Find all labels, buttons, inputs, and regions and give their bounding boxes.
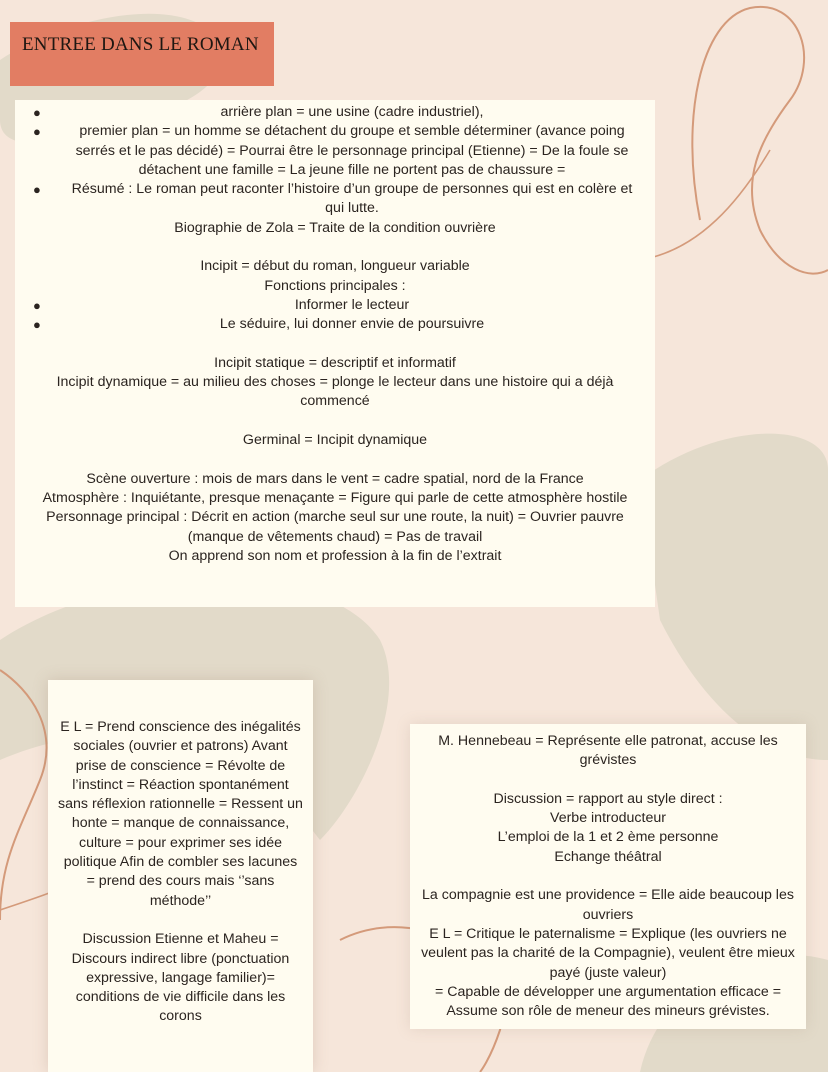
notes-card-main xyxy=(15,100,655,607)
curve-mid-right xyxy=(640,150,770,260)
compagnie-line: La compagnie est une providence = Elle aide beaucoup les ouvriers xyxy=(422,887,794,923)
section-title-box xyxy=(10,22,274,86)
echange-line: Echange théâtral xyxy=(554,848,662,865)
bullet-item: ● arrière plan = une usine (cadre industriel), xyxy=(33,103,637,122)
bullet-item: ● Le séduire, lui donner envie de poursuivre xyxy=(33,315,637,334)
incipit-definition: Incipit = début du roman, longueur variable xyxy=(200,258,470,275)
incipit-statique: Incipit statique = descriptif et informatif xyxy=(214,354,456,371)
discussion-etienne-text: Discussion Etienne et Maheu = Discours indirect libre (ponctuation expressive, langage familier)= conditions de vie difficile dans les corons xyxy=(71,931,290,1025)
critique-line: E L = Critique le paternalisme = Explique (les ouvriers ne veulent pas la charité de la Compagnie), veulent être mieux payé (juste valeur) xyxy=(421,925,795,981)
bio-line: Biographie de Zola = Traite de la condition ouvrière xyxy=(174,219,496,236)
bullet-icon: ● xyxy=(33,105,41,120)
blob-right xyxy=(640,434,828,760)
verbe-line: Verbe introducteur xyxy=(550,810,666,827)
curve-top-right xyxy=(692,7,828,274)
bullet-item: ● Informer le lecteur xyxy=(33,296,637,315)
discussion-line: Discussion = rapport au style direct : xyxy=(493,790,723,807)
bullet-icon: ● xyxy=(33,182,41,198)
bullet-icon: ● xyxy=(33,297,41,313)
fonctions-heading: Fonctions principales : xyxy=(264,277,406,294)
bullet-icon: ● xyxy=(33,124,41,140)
emploi-line: L’emploi de la 1 et 2 ème personne xyxy=(497,829,719,846)
scene-line: Scène ouverture : mois de mars dans le vent = cadre spatial, nord de la France xyxy=(86,470,584,487)
hennebeau-line: M. Hennebeau = Représente elle patronat, accuse les grévistes xyxy=(438,733,778,769)
prise-conscience-text: E L = Prend conscience des inégalités sociales (ouvrier et patrons) Avant prise de conscience = Révolte de l’instinct = Réaction spontanément sans réflexion rationnelle = Ressent un honte = manque de connaissance, culture = pour exprimer ses idée politique Afin de combler ses lacunes = prend des cours mais ‘’sans méthode’’ xyxy=(58,719,303,909)
personnage-line: Personnage principal : Décrit en action (marche seul sur une route, la nuit) = Ouvrier pauvre (manque de vêtements chaud) = Pas de travail xyxy=(46,509,624,545)
capable-line: = Capable de développer une argumentation efficace = Assume son rôle de meneur des mineurs grévistes. xyxy=(434,983,781,1020)
incipit-dynamique: Incipit dynamique = au milieu des choses = plonge le lecteur dans une histoire qui a déjà commencé xyxy=(56,374,614,410)
notes-card-left xyxy=(48,680,313,1072)
atmosphere-line: Atmosphère : Inquiétante, presque menaçante = Figure qui parle de cette atmosphère hostile xyxy=(42,489,628,506)
section-title: ENTREE DANS LE ROMAN xyxy=(22,34,259,55)
nom-line: On apprend son nom et profession à la fin de l’extrait xyxy=(168,547,502,564)
bullet-item: ● Résumé : Le roman peut raconter l’histoire d’un groupe de personnes qui est en colère et qui lutte. xyxy=(33,181,633,217)
bullet-item: ● premier plan = un homme se détachent du groupe et semble déterminer (avance poing serrés et le pas décidé) = Pourrai être le personnage principal (Etienne) = De la foule se détachent une famille = La jeune fille ne portent pas de chaussure = xyxy=(33,123,629,178)
notes-card-right xyxy=(410,724,806,1029)
bullet-icon: ● xyxy=(33,317,41,333)
germinal-line: Germinal = Incipit dynamique xyxy=(242,432,428,449)
